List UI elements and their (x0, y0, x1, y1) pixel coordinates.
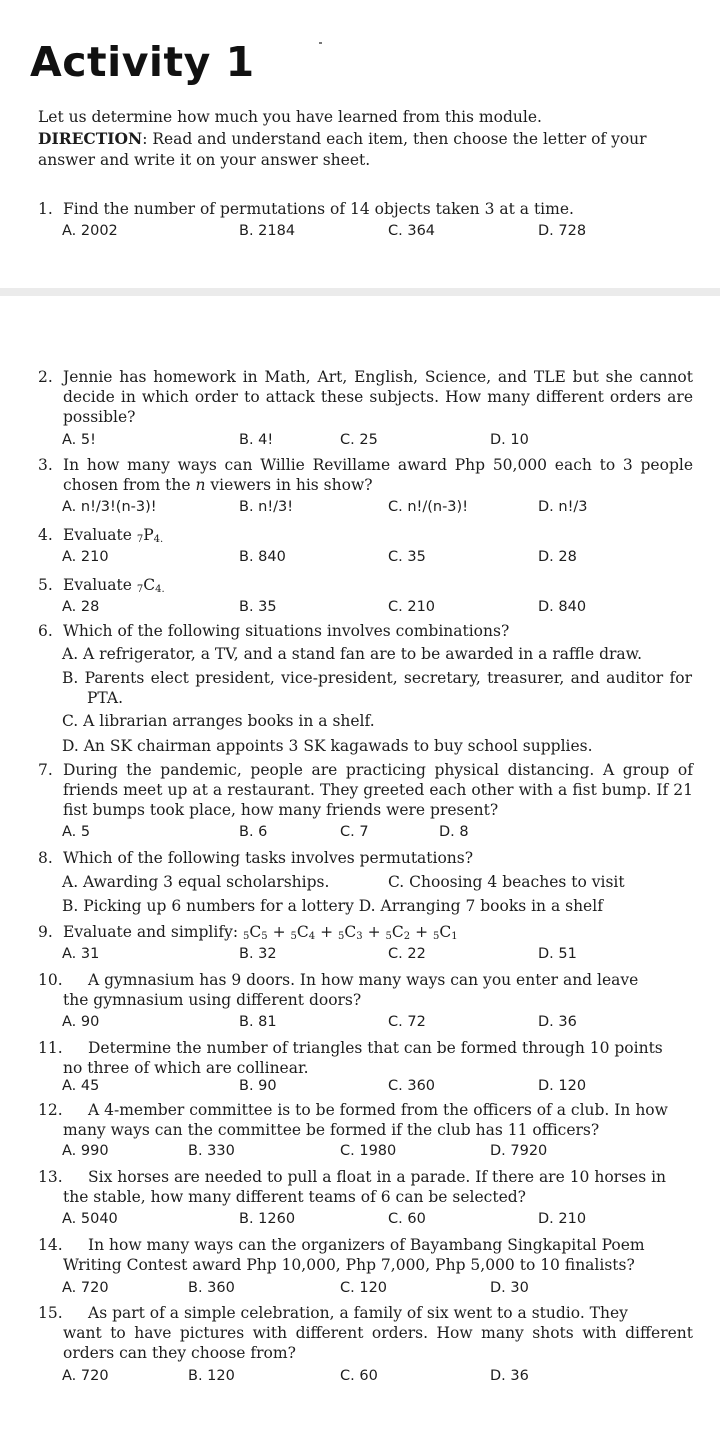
choices-row-12 (62, 1143, 682, 1163)
choice-a: A. n!/3!(n-3)! (62, 499, 157, 515)
intro-block (38, 107, 698, 171)
choice-a: A. 5040 (62, 1211, 118, 1227)
term-pre: 5 (290, 931, 297, 942)
choice-b: B. Picking up 6 numbers for a lottery (62, 897, 354, 915)
choice-a: A. 31 (62, 946, 100, 962)
choice-b: B. 1260 (239, 1211, 296, 1227)
term-pre: 5 (338, 931, 345, 942)
choice-c: C. 210 (388, 599, 436, 615)
permutation-symbol: P (143, 526, 154, 544)
choices-row-1 (62, 223, 682, 243)
question-11 (38, 1038, 693, 1078)
choice-d: D. 28 (538, 549, 577, 565)
choice-c: C. 35 (388, 549, 426, 565)
question-number: 8. (38, 849, 53, 867)
choices-row-8b (62, 896, 692, 916)
term-symbol: C (296, 923, 309, 941)
question-number: 15. (38, 1304, 63, 1322)
choice-b: B. 840 (239, 549, 286, 565)
choices-row-10 (62, 1014, 682, 1034)
question-number: 6. (38, 622, 53, 640)
choice-d: D. 36 (538, 1014, 577, 1030)
term-symbol: C (439, 923, 452, 941)
choice-b: B. 360 (188, 1280, 235, 1296)
subscript-n: 7 (136, 534, 144, 545)
choice-c: C. 22 (388, 946, 426, 962)
question-text (63, 575, 693, 600)
question-14 (38, 1235, 693, 1275)
question-15 (38, 1303, 693, 1363)
term-pre: 5 (385, 931, 392, 942)
question-text-continued: no three of which are collinear. (63, 1059, 309, 1077)
choice-d: D. 7920 (490, 1143, 548, 1159)
question-4 (38, 525, 693, 550)
choice-d: D. 210 (538, 1211, 587, 1227)
choice-d: D. n!/3 (538, 499, 588, 515)
term-symbol: C (249, 923, 262, 941)
variable-n: n (195, 476, 206, 494)
plus-sign: + (272, 923, 286, 941)
question-text: Jennie has homework in Math, Art, English, Science, and TLE but she cannot decide in which order to attack these subjects. How many different orders are possible? (63, 368, 693, 426)
term-post: 2 (403, 931, 411, 942)
question-2 (38, 367, 693, 427)
term-post: 1 (451, 931, 458, 942)
question-number: 14. (38, 1236, 63, 1254)
choices-row-5 (62, 599, 682, 619)
question-9 (38, 922, 693, 947)
choice-b-text: B. Parents elect president, vice-president, secretary, treasurer, and auditor for PTA. (62, 669, 692, 707)
question-text-part: Evaluate (63, 576, 132, 594)
choice-a: A. 720 (62, 1368, 109, 1384)
choice-b: B. 4! (239, 432, 274, 448)
question-text: A 4-member committee is to be formed from the officers of a club. In how (88, 1101, 668, 1119)
term-symbol: C (391, 923, 404, 941)
choices-row-2 (62, 432, 682, 452)
plus-sign: + (320, 923, 334, 941)
choice-a: A. 5! (62, 432, 96, 448)
question-text-part: In how many ways can Willie Revillame award Php 50,000 each to 3 people chosen from the (63, 456, 693, 494)
question-8 (38, 848, 693, 868)
choice-b (62, 668, 692, 708)
question-text-continued: many ways can the committee be formed if the club has 11 officers? (63, 1121, 600, 1139)
choice-b: B. n!/3! (239, 499, 294, 515)
direction-paragraph (38, 128, 698, 171)
choice-c: C. Choosing 4 beaches to visit (388, 873, 625, 891)
plus-sign: + (415, 923, 429, 941)
question-text: A gymnasium has 9 doors. In how many ways can you enter and leave (88, 971, 639, 989)
subscript-r: 4. (153, 534, 164, 545)
question-text-part: Evaluate and simplify: (63, 923, 239, 941)
direction-label: DIRECTION (38, 129, 143, 148)
choice-c: C. 60 (340, 1368, 378, 1384)
choice-c: C. A librarian arranges books in a shelf. (62, 712, 375, 730)
question-text (63, 922, 693, 947)
choice-d: D. 728 (538, 223, 587, 239)
question-text (63, 525, 693, 550)
choice-b: B. 90 (239, 1078, 277, 1094)
choice-c: C. 364 (388, 223, 436, 239)
question-3 (38, 455, 693, 495)
stray-mark (319, 42, 322, 44)
question-text: During the pandemic, people are practicing physical distancing. A group of friends meet up at a restaurant. They greeted each other with a fist bump. If 21 fist bumps took place, how many friends were present? (63, 761, 693, 819)
choices-row-4 (62, 549, 682, 569)
question-text-continued: Writing Contest award Php 10,000, Php 7,000, Php 5,000 to 10 finalists? (63, 1256, 635, 1274)
term-pre: 5 (243, 931, 250, 942)
choice-a: A. 210 (62, 549, 109, 565)
choices-row-9 (62, 946, 682, 966)
question-number: 7. (38, 761, 53, 779)
question-7 (38, 760, 693, 820)
intro-line: Let us determine how much you have learned from this module. (38, 108, 542, 126)
plus-sign: + (367, 923, 381, 941)
choice-d: D. 840 (538, 599, 587, 615)
question-text: Find the number of permutations of 14 objects taken 3 at a time. (63, 200, 574, 218)
choice-a: A. 45 (62, 1078, 100, 1094)
question-number: 10. (38, 971, 63, 989)
question-6 (38, 621, 693, 641)
question-number: 2. (38, 368, 53, 386)
choice-d: D. An SK chairman appoints 3 SK kagawads to buy school supplies. (62, 737, 593, 755)
choice-b: B. 120 (188, 1368, 235, 1384)
question-number: 4. (38, 526, 53, 544)
question-number: 3. (38, 456, 53, 474)
choice-c: C. 1980 (340, 1143, 397, 1159)
choices-row-13 (62, 1211, 682, 1231)
choice-b: B. 330 (188, 1143, 235, 1159)
choice-b: B. 2184 (239, 223, 296, 239)
question-text: In how many ways can the organizers of Bayambang Singkapital Poem (88, 1236, 645, 1254)
question-number: 12. (38, 1101, 63, 1119)
choice-d: D. 51 (538, 946, 577, 962)
choices-row-7 (62, 824, 682, 844)
choice-c: C. 7 (340, 824, 369, 840)
question-number: 13. (38, 1168, 63, 1186)
question-number: 5. (38, 576, 53, 594)
term-post: 3 (356, 931, 363, 942)
question-text: Six horses are needed to pull a float in a parade. If there are 10 horses in (88, 1168, 667, 1186)
choice-b: B. 32 (239, 946, 277, 962)
choice-a: A. 990 (62, 1143, 109, 1159)
subscript-n: 7 (136, 584, 144, 595)
combination-symbol: C (143, 576, 156, 594)
choice-a: A. 720 (62, 1280, 109, 1296)
choice-d: D. 10 (490, 432, 529, 448)
choice-c: C. 360 (388, 1078, 436, 1094)
choice-a: A. 5 (62, 824, 91, 840)
question-text: Which of the following situations involves combinations? (63, 622, 510, 640)
page-divider (0, 288, 720, 296)
question-5 (38, 575, 693, 600)
question-number: 9. (38, 923, 53, 941)
question-text-continued: want to have pictures with different orders. How many shots with different orders can they choose from? (63, 1324, 693, 1362)
direction-text: : Read and understand each item, then choose the letter of your answer and write it on your answer sheet. (38, 130, 647, 169)
choice-a: A. Awarding 3 equal scholarships. (62, 873, 330, 891)
choice-a: A. 2002 (62, 223, 118, 239)
choice-d: D. 36 (490, 1368, 529, 1384)
question-10 (38, 970, 693, 1010)
question-text-continued: the gymnasium using different doors? (63, 991, 362, 1009)
choice-d: D. 120 (538, 1078, 587, 1094)
question-number: 11. (38, 1039, 63, 1057)
question-text-part: Evaluate (63, 526, 132, 544)
question-text: Which of the following tasks involves permutations? (63, 849, 474, 867)
choice-a: A. 90 (62, 1014, 100, 1030)
page-title: Activity 1 (30, 38, 255, 86)
choices-row-14 (62, 1280, 682, 1300)
choices-row-3 (62, 499, 682, 519)
choice-c: C. 60 (388, 1211, 426, 1227)
question-text: Determine the number of triangles that can be formed through 10 points (88, 1039, 663, 1057)
term-post: 4 (308, 931, 316, 942)
choice-c: C. 72 (388, 1014, 426, 1030)
subscript-r: 4. (155, 584, 165, 595)
choices-row-11 (62, 1078, 682, 1098)
choice-b: B. 35 (239, 599, 277, 615)
choice-b: B. 6 (239, 824, 268, 840)
choice-b: B. 81 (239, 1014, 277, 1030)
choice-a: A. 28 (62, 599, 100, 615)
choice-c: C. 120 (340, 1280, 388, 1296)
question-text: As part of a simple celebration, a family of six went to a studio. They (88, 1304, 628, 1322)
term-pre: 5 (433, 931, 440, 942)
choice-d: D. 30 (490, 1280, 529, 1296)
choice-d: D. Arranging 7 books in a shelf (358, 897, 603, 915)
choice-c: C. n!/(n-3)! (388, 499, 469, 515)
question-text-part: viewers in his show? (205, 476, 373, 494)
question-13 (38, 1167, 693, 1207)
choice-d: D. 8 (439, 824, 469, 840)
choices-row-15 (62, 1368, 682, 1388)
question-1 (38, 199, 693, 219)
term-symbol: C (344, 923, 357, 941)
choice-c: C. 25 (340, 432, 378, 448)
term-post: 5 (261, 931, 268, 942)
question-number: 1. (38, 200, 53, 218)
question-12 (38, 1100, 693, 1140)
question-text (63, 455, 693, 495)
choice-a: A. A refrigerator, a TV, and a stand fan are to be awarded in a raffle draw. (62, 645, 642, 663)
question-text-continued: the stable, how many different teams of 6 can be selected? (63, 1188, 526, 1206)
